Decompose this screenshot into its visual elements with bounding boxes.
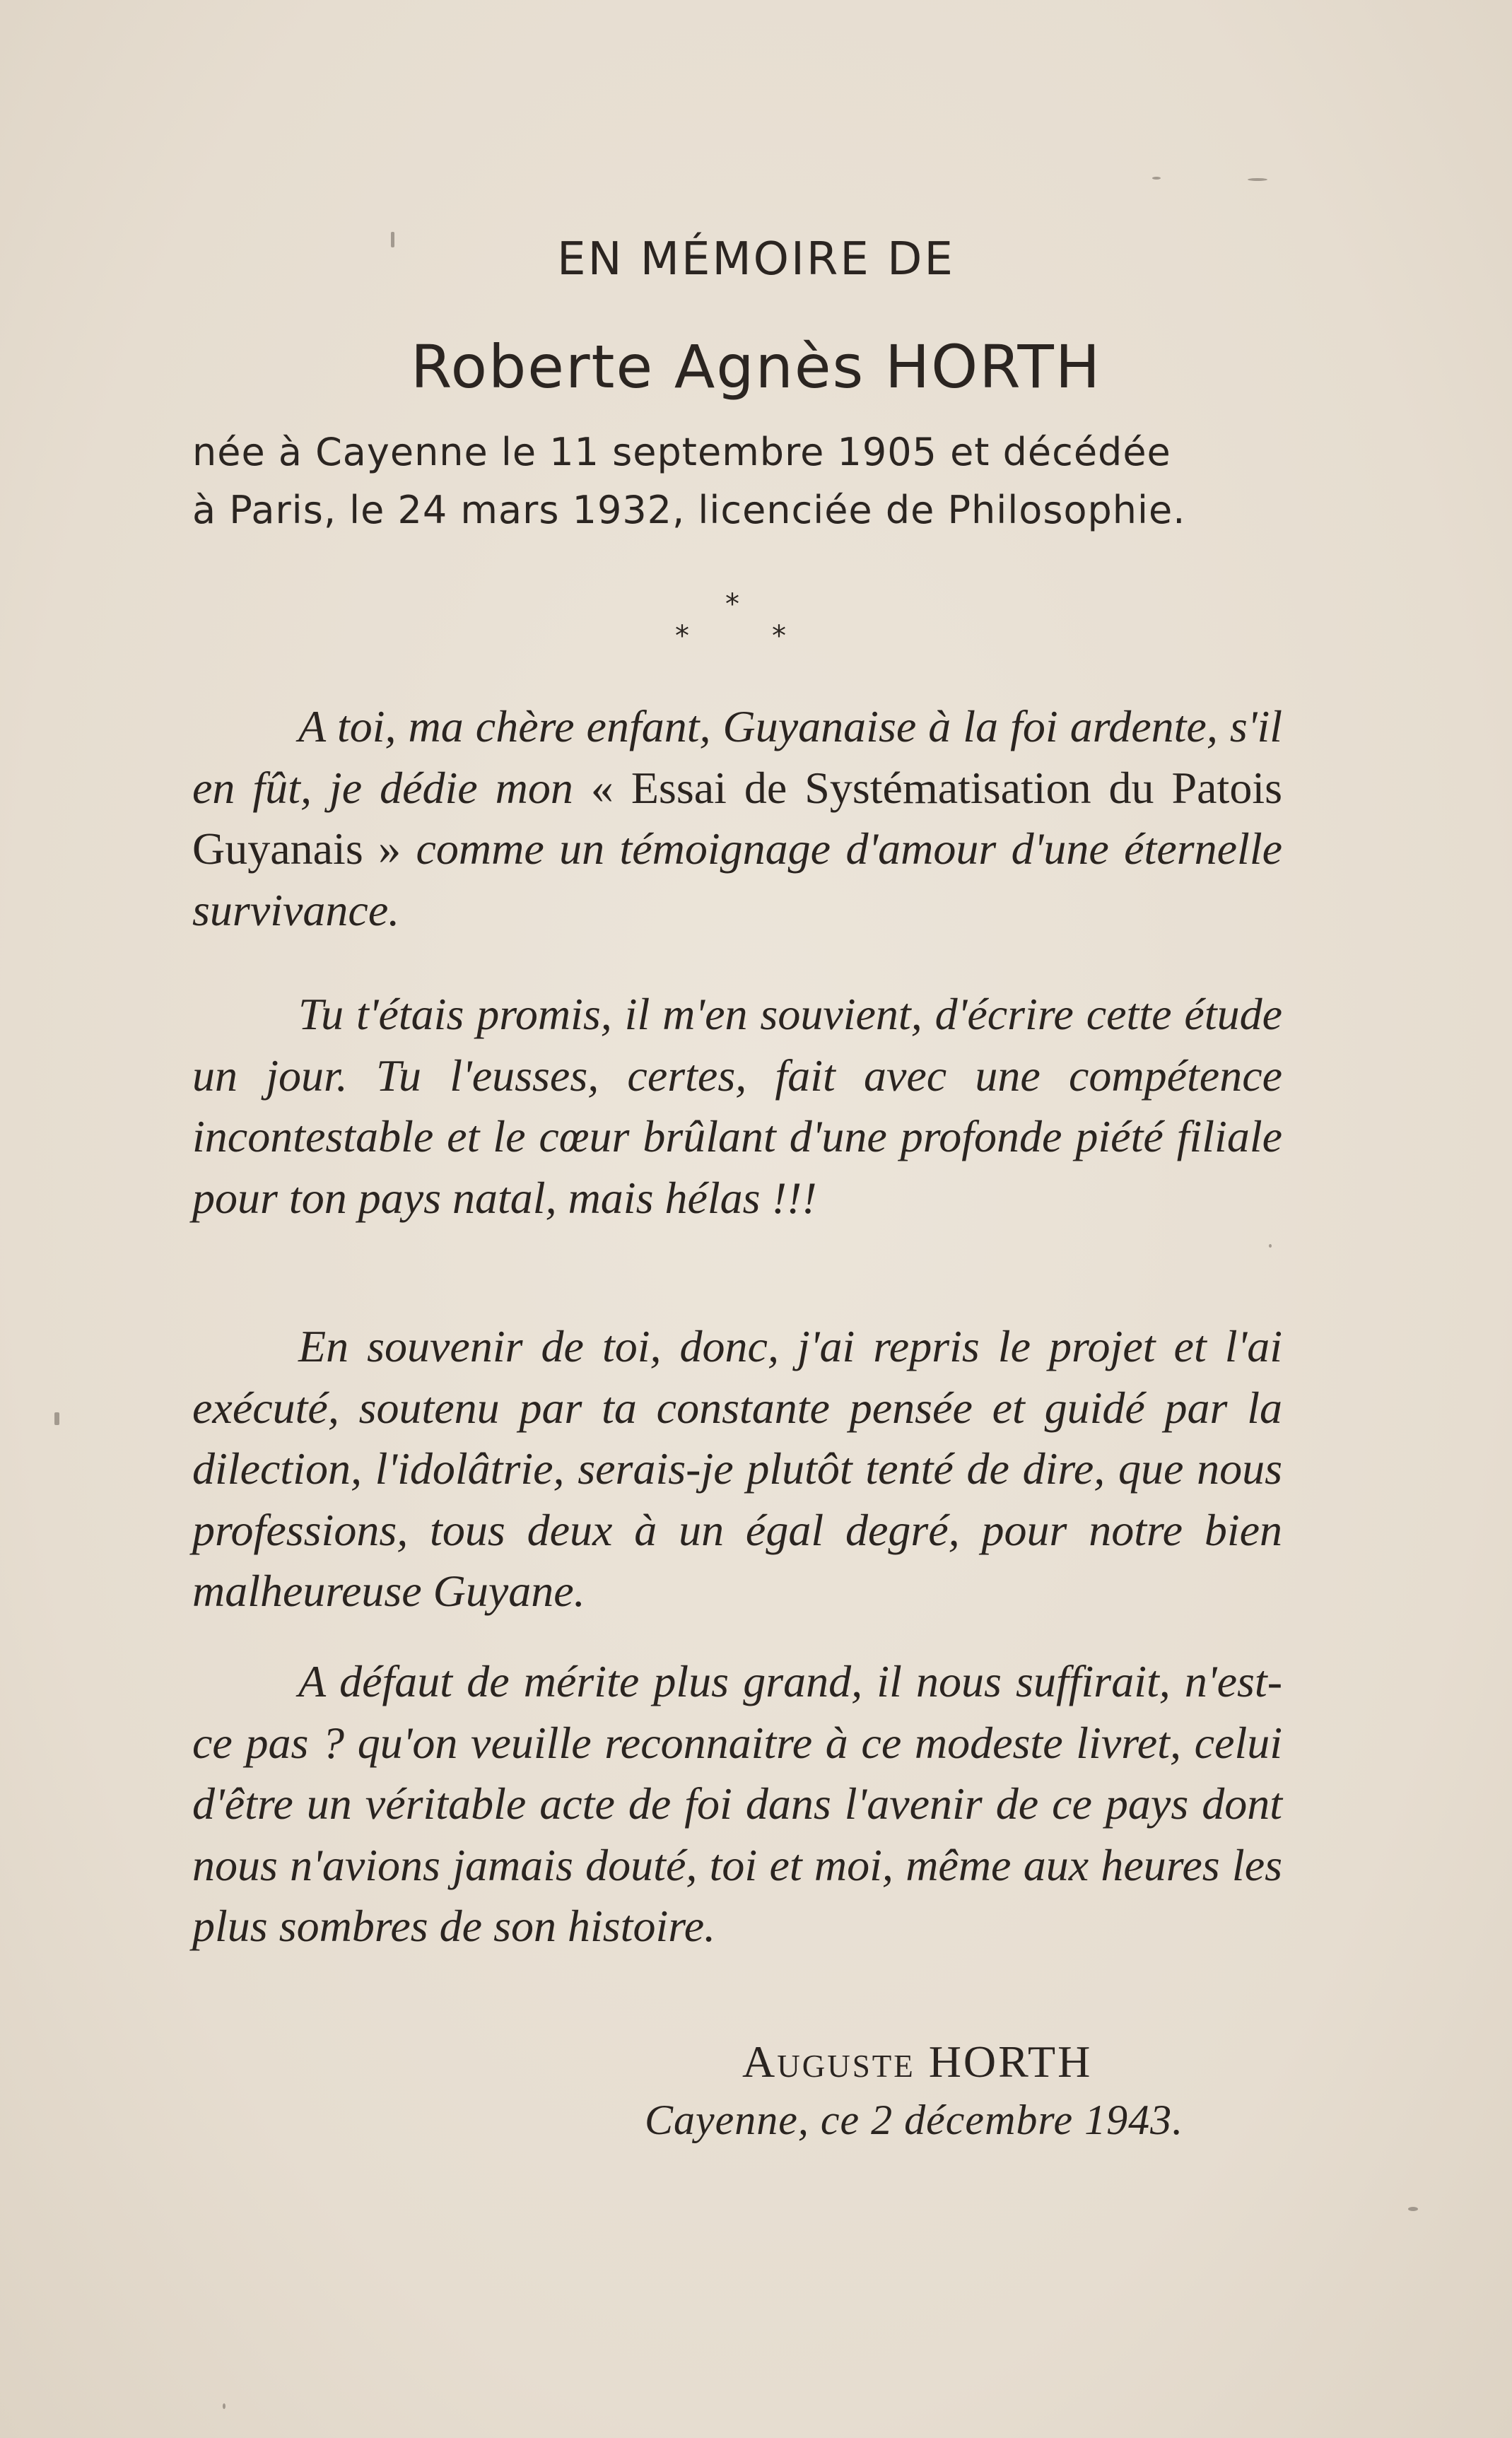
- birth-death-line-1: née à Cayenne le 11 septembre 1905 et décédée: [192, 430, 1171, 474]
- birth-death-line-2: à Paris, le 24 mars 1932, licenciée de Philosophie.: [192, 488, 1186, 532]
- dedication-p2-text: Tu t'étais promis, il m'en souvient, d'écrire cette étude un jour. Tu l'eusses, certes, fait avec une compétence incontestable et le cœur brûlant d'une profonde piété filiale pour ton pays natal, mais hélas !!!: [192, 989, 1282, 1223]
- paper-speck: [223, 2403, 225, 2409]
- deceased-name: Roberte Agnès HORTH: [410, 332, 1101, 402]
- paper-speck: [391, 232, 394, 247]
- dedication-paragraph-2: [192, 984, 1282, 1229]
- dedication-p4-text: A défaut de mérite plus grand, il nous suffirait, n'est-ce pas ? qu'on veuille reconnaitre à ce modeste livret, celui d'être un véritable acte de foi dans l'avenir de ce pays dont nous n'avions jamais douté, toi et moi, même aux heures les plus sombres de son histoire.: [192, 1656, 1282, 1951]
- dedication-p3-text: En souvenir de toi, donc, j'ai repris le projet et l'ai exécuté, soutenu par ta constante pensée et guidé par la dilection, l'idolâtrie, serais-je plutôt tenté de dire, que nous professions, tous deux à un égal degré, pour notre bien malheureuse Guyane.: [192, 1321, 1282, 1616]
- paper-speck: [1152, 177, 1161, 180]
- paper-speck: [1269, 1244, 1272, 1248]
- paper-speck: [1408, 2207, 1418, 2211]
- paper-speck: [54, 1412, 59, 1425]
- asterism-star-left: *: [675, 620, 689, 652]
- paper-speck: [1248, 178, 1267, 181]
- dedication-p1-text-a: A toi, ma chère enfant, Guyanaise à la foi ardente, s'il en fût, je dédie mon: [192, 701, 1282, 813]
- asterism-star-top: *: [725, 588, 739, 621]
- asterism-star-right: *: [772, 620, 786, 652]
- dedication-paragraph-3: [192, 1316, 1282, 1622]
- dedication-p1-text-c: comme un témoignage d'amour d'une éternelle survivance.: [192, 824, 1283, 935]
- dedication-paragraph-4: [192, 1651, 1282, 1957]
- dedication-paragraph-1: [192, 696, 1282, 941]
- signature: Auguste HORTH: [742, 2036, 1093, 2087]
- place-and-date: Cayenne, ce 2 décembre 1943.: [645, 2097, 1184, 2143]
- essay-title: « Essai de Systématisation du Patois Guyanais »: [192, 762, 1283, 874]
- memorial-heading: EN MÉMOIRE DE: [557, 233, 955, 286]
